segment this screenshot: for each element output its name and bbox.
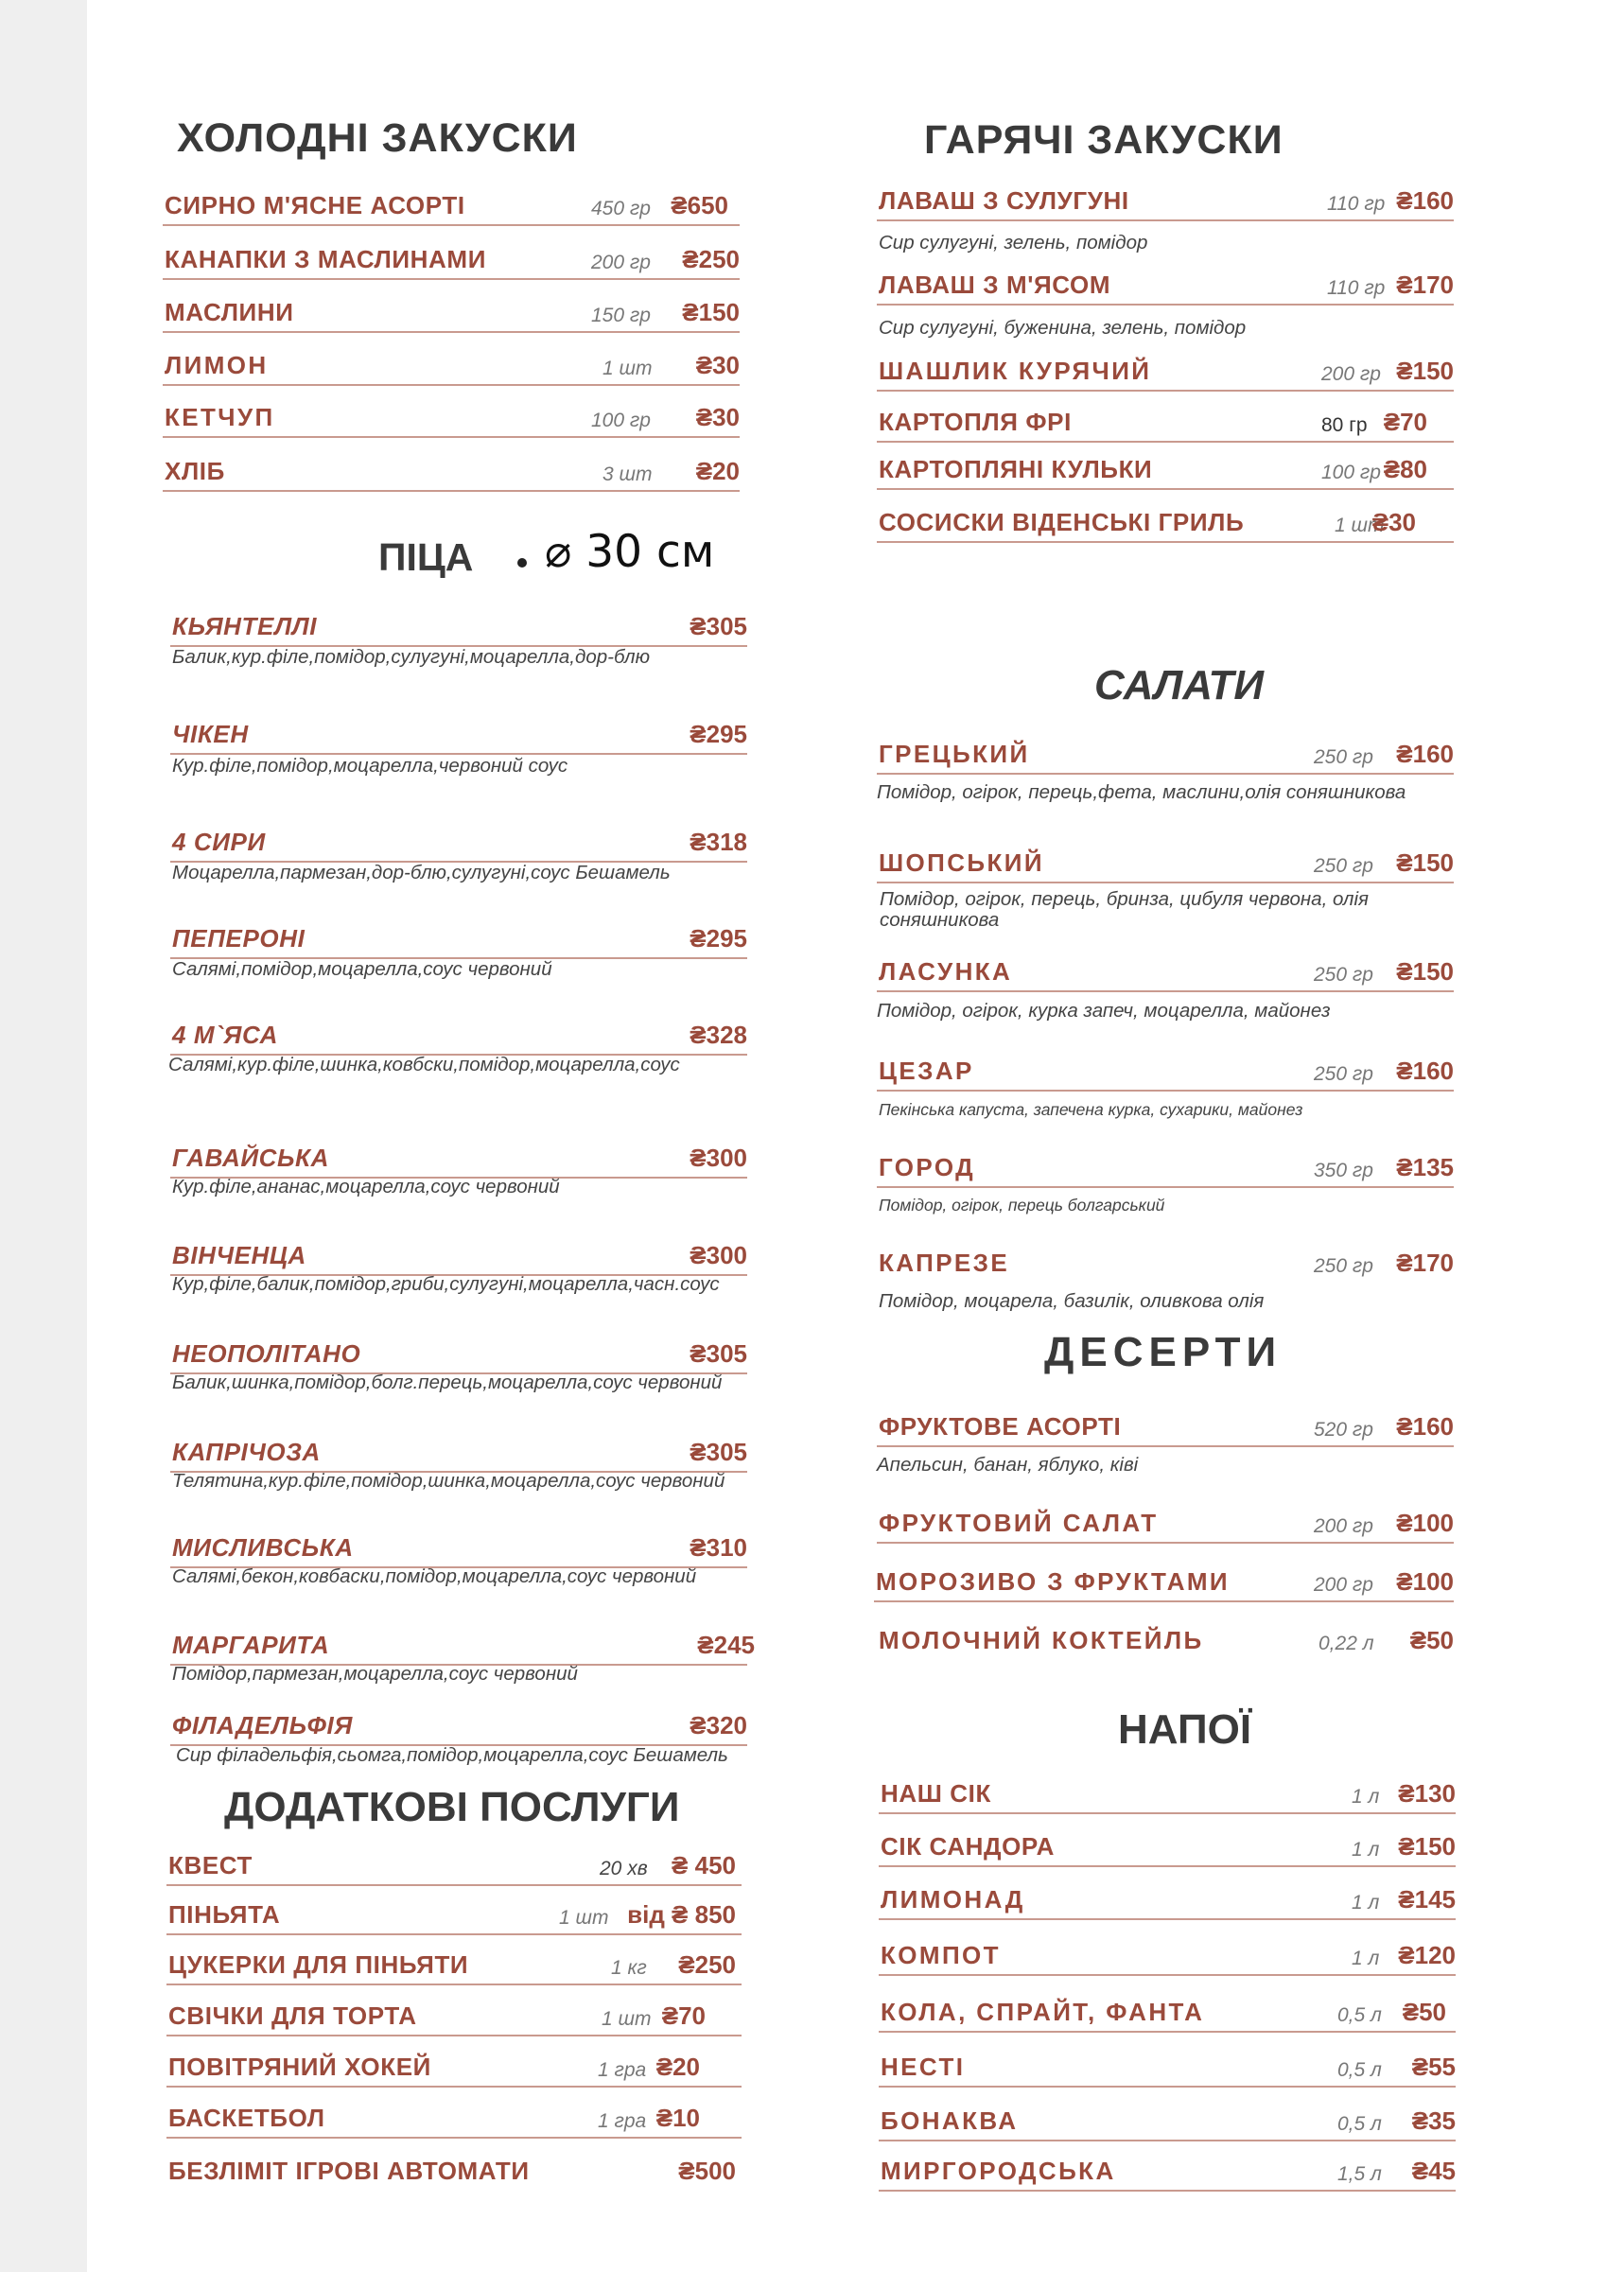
menu-item [163, 351, 740, 386]
item-weight: 450 гр [591, 198, 651, 219]
item-price: ₴150 [682, 298, 740, 326]
service-item [166, 2055, 742, 2088]
hot-snacks-title: ГАРЯЧІ ЗАКУСКИ [924, 117, 1283, 163]
item-name: МОРОЗИВО З ФРУКТАМИ [876, 1567, 1231, 1596]
item-name: НЕСТІ [881, 2053, 966, 2081]
item-weight: 250 гр [1314, 1255, 1373, 1277]
menu-item [879, 1832, 1456, 1867]
item-name: СИРНО М'ЯСНЕ АСОРТІ [165, 191, 465, 219]
menu-item [879, 1941, 1456, 1976]
item-weight: 20 хв [600, 1858, 648, 1879]
item-name: ЛАСУНКА [879, 957, 1013, 986]
item-price: ₴160 [1396, 740, 1454, 768]
menu-item [877, 455, 1454, 490]
item-weight: 0,5 л [1337, 2113, 1382, 2135]
item-price: ₴160 [1396, 186, 1454, 215]
service-item [166, 2159, 742, 2190]
item-price: ₴130 [1398, 1779, 1456, 1808]
item-price: ₴250 [682, 245, 740, 273]
item-price: ₴305 [690, 1438, 747, 1466]
item-price: ₴500 [678, 2157, 736, 2185]
item-weight: 1 л [1352, 1892, 1380, 1914]
item-name: ВІНЧЕНЦА [172, 1241, 306, 1269]
item-name: ЛИМОНАД [881, 1885, 1025, 1914]
cold-snacks-title: ХОЛОДНІ ЗАКУСКИ [177, 115, 578, 161]
menu-item [877, 359, 1454, 392]
item-name: ЛАВАШ З СУЛУГУНІ [879, 186, 1129, 215]
item-weight: 100 гр [1321, 462, 1381, 483]
item-weight: 250 гр [1314, 1063, 1373, 1085]
item-name: КАРТОПЛЯ ФРІ [879, 408, 1072, 436]
menu-item [163, 245, 740, 280]
item-price: від ₴ 850 [627, 1900, 736, 1929]
salads-title: САЛАТИ [1094, 662, 1265, 708]
pizza-size: ⌀ 30 см [545, 526, 715, 578]
item-name: МИСЛИВСЬКА [172, 1533, 354, 1562]
item-name: ШОПСЬКИЙ [879, 848, 1044, 877]
item-weight: 520 гр [1314, 1419, 1373, 1441]
menu-item [877, 186, 1454, 221]
item-price: ₴20 [695, 457, 740, 485]
item-weight: 100 гр [591, 410, 651, 431]
item-weight: 250 гр [1314, 855, 1373, 877]
service-item [166, 2106, 742, 2139]
item-name: КАПРІЧОЗА [172, 1438, 321, 1466]
item-description: Помідор, огірок, перець болгарський [879, 1196, 1165, 1215]
item-weight: 1 кг [611, 1957, 647, 1979]
item-name: ПЕПЕРОНІ [172, 924, 306, 952]
menu-item [874, 1567, 1454, 1602]
item-name: МИРГОРОДСЬКА [881, 2157, 1116, 2185]
item-price: ₴135 [1396, 1153, 1454, 1181]
item-price: ₴50 [1402, 1998, 1446, 2026]
item-price: ₴305 [690, 612, 747, 640]
item-description: Сир сулугуні, зелень, помідор [879, 232, 1148, 253]
pizza-item [170, 1533, 747, 1568]
item-weight: 80 гр [1321, 414, 1368, 436]
item-price: ₴35 [1411, 2106, 1456, 2135]
menu-item [879, 1885, 1456, 1920]
item-weight: 1 л [1352, 1786, 1380, 1808]
item-weight: 0,5 л [1337, 2004, 1382, 2026]
item-weight: 110 гр [1327, 277, 1386, 299]
item-price: ₴150 [1396, 848, 1454, 877]
item-weight: 1 гра [598, 2110, 647, 2132]
item-name: МАРГАРИТА [172, 1631, 330, 1659]
item-price: ₴30 [1371, 508, 1416, 536]
desserts-title: ДЕСЕРТИ [1044, 1329, 1283, 1375]
item-price: ₴30 [695, 351, 740, 379]
item-description: Моцарелла,пармезан,дор-блю,сулугуні,соус Бешамель [172, 862, 671, 883]
item-name: 4 М`ЯСА [172, 1021, 279, 1049]
item-price: ₴310 [690, 1533, 747, 1562]
pizza-item [170, 830, 747, 863]
menu-page [87, 0, 1624, 2272]
item-name: БЕЗЛІМІТ ІГРОВІ АВТОМАТИ [168, 2157, 530, 2185]
item-name: ГАВАЙСЬКА [172, 1144, 330, 1172]
item-price: ₴145 [1398, 1885, 1456, 1914]
item-name: НЕОПОЛІТАНО [172, 1339, 361, 1368]
item-name: МОЛОЧНИЙ КОКТЕЙЛЬ [879, 1626, 1204, 1654]
pizza-item [170, 1631, 755, 1666]
item-description: Балик,шинка,помідор,болг.перець,моцарелла,соус червоний [172, 1372, 723, 1393]
menu-item [163, 298, 740, 333]
item-price: ₴100 [1396, 1509, 1454, 1537]
item-name: БАСКЕТБОЛ [168, 2104, 325, 2132]
item-weight: 1,5 л [1337, 2163, 1382, 2185]
item-name: ХЛІБ [165, 457, 225, 485]
item-weight: 1 л [1352, 1948, 1380, 1969]
item-price: ₴150 [1398, 1832, 1456, 1861]
pizza-item [170, 1339, 747, 1374]
item-price: ₴295 [690, 720, 747, 748]
item-name: НАШ СІК [881, 1779, 991, 1808]
item-description: Сир сулугуні, буженина, зелень, помідор [879, 317, 1247, 339]
item-price: ₴250 [678, 1950, 736, 1979]
item-name: КАРТОПЛЯНІ КУЛЬКИ [879, 455, 1153, 483]
item-weight: 1 шт [602, 358, 653, 379]
item-price: ₴70 [1383, 408, 1427, 436]
item-weight: 200 гр [591, 252, 651, 273]
item-description: Телятина,кур.філе,помідор,шинка,моцарелла,соус червоний [172, 1470, 725, 1492]
item-name: ПІНЬЯТА [168, 1900, 281, 1929]
bullet-icon [517, 558, 527, 568]
menu-item [163, 457, 740, 492]
item-price: ₴150 [1396, 957, 1454, 986]
menu-item [877, 408, 1454, 443]
item-name: КОЛА, СПРАЙТ, ФАНТА [881, 1998, 1205, 2026]
item-description: Салямі,помідор,моцарелла,соус червоний [172, 958, 552, 980]
item-name: КЬЯНТЕЛЛІ [172, 612, 318, 640]
service-item [166, 1900, 742, 1935]
menu-item [877, 957, 1454, 992]
item-price: ₴20 [655, 2053, 700, 2081]
menu-item [877, 508, 1454, 543]
pizza-title: ПІЦА [378, 535, 474, 579]
pizza-item [170, 1023, 747, 1056]
item-name: КАПРЕЗЕ [879, 1249, 1010, 1277]
menu-item [879, 2106, 1456, 2141]
menu-item [877, 1412, 1454, 1447]
item-price: ₴10 [655, 2104, 700, 2132]
item-price: ₴150 [1396, 357, 1454, 385]
item-price: ₴160 [1396, 1057, 1454, 1085]
item-name: КАНАПКИ З МАСЛИНАМИ [165, 245, 486, 273]
item-price: ₴70 [661, 2001, 706, 2030]
item-weight: 3 шт [602, 463, 653, 485]
item-price: ₴320 [690, 1711, 747, 1739]
item-weight: 200 гр [1314, 1574, 1373, 1596]
item-weight: 350 гр [1314, 1160, 1373, 1181]
menu-item [879, 2055, 1456, 2088]
item-name: ФРУКТОВИЙ САЛАТ [879, 1509, 1159, 1537]
menu-item [879, 1779, 1456, 1814]
pizza-item [170, 1146, 747, 1179]
item-name: ЛИМОН [165, 351, 269, 379]
item-price: ₴55 [1411, 2053, 1456, 2081]
item-name: ЦЕЗАР [879, 1057, 974, 1085]
item-name: ГРЕЦЬКИЙ [879, 740, 1030, 768]
item-price: ₴650 [671, 191, 728, 219]
item-name: СВІЧКИ ДЛЯ ТОРТА [168, 2001, 417, 2030]
menu-item [877, 848, 1454, 883]
menu-item [877, 1251, 1454, 1282]
page-margin-stripe [0, 0, 87, 2272]
item-weight: 0,5 л [1337, 2059, 1382, 2081]
item-description: Салямі,кур.філе,шинка,ковбски,помідор,моцарелла,соус [168, 1054, 680, 1075]
item-weight: 150 гр [591, 305, 651, 326]
menu-item [877, 1509, 1454, 1544]
drinks-title: НАПОЇ [1118, 1706, 1251, 1753]
menu-item [163, 403, 740, 438]
menu-item [877, 740, 1454, 775]
pizza-item [170, 1711, 747, 1746]
item-weight: 1 шт [1335, 515, 1385, 536]
item-name: ЦУКЕРКИ ДЛЯ ПІНЬЯТИ [168, 1950, 469, 1979]
item-weight: 200 гр [1321, 363, 1381, 385]
pizza-item [170, 924, 747, 959]
item-price: ₴160 [1396, 1412, 1454, 1441]
item-description: Помідор, моцарела, базилік, оливкова олія [879, 1290, 1265, 1312]
item-name: ГОРОД [879, 1153, 976, 1181]
item-description: Кур.філе,ананас,моцарелла,соус червоний [172, 1176, 560, 1197]
service-item [166, 1950, 742, 1985]
item-weight: 250 гр [1314, 964, 1373, 986]
item-weight: 200 гр [1314, 1515, 1373, 1537]
item-price: ₴45 [1411, 2157, 1456, 2185]
item-description: Помідор, огірок, курка запеч, моцарелла, майонез [877, 1000, 1331, 1022]
item-price: ₴100 [1396, 1567, 1454, 1596]
item-weight: 1 шт [559, 1907, 609, 1929]
item-weight: 1 л [1352, 1839, 1380, 1861]
item-name: КОМПОТ [881, 1941, 1001, 1969]
item-price: ₴318 [690, 828, 747, 856]
item-description: Балик,кур.філе,помідор,сулугуні,моцарелла,дор-блю [172, 646, 651, 668]
item-weight: 250 гр [1314, 746, 1373, 768]
menu-item [877, 1153, 1454, 1188]
item-price: ₴120 [1398, 1941, 1456, 1969]
item-description: Пекінська капуста, запечена курка, сухарики, майонез [879, 1100, 1303, 1119]
item-name: ПОВІТРЯНИЙ ХОКЕЙ [168, 2053, 431, 2081]
item-name: СОСИСКИ ВІДЕНСЬКІ ГРИЛЬ [879, 508, 1245, 536]
item-weight: 1 шт [602, 2008, 652, 2030]
item-name: 4 СИРИ [172, 828, 266, 856]
item-description: Кур.філе,помідор,моцарелла,червоний соус [172, 755, 568, 777]
item-name: СІК САНДОРА [881, 1832, 1055, 1861]
item-price: ₴300 [690, 1241, 747, 1269]
item-weight: 1 гра [598, 2059, 647, 2081]
item-description: Сир філадельфія,сьомга,помідор,моцарелла,соус Бешамель [176, 1744, 728, 1766]
item-price: ₴80 [1383, 455, 1427, 483]
service-item [166, 1851, 742, 1886]
item-description: Апельсин, банан, яблуко, ківі [877, 1454, 1139, 1476]
service-item [166, 2001, 742, 2036]
menu-item [879, 2159, 1456, 2192]
menu-item [877, 1059, 1454, 1092]
services-title: ДОДАТКОВІ ПОСЛУГИ [224, 1784, 680, 1830]
menu-item [879, 1998, 1456, 2033]
menu-item [163, 191, 740, 226]
item-price: ₴245 [697, 1631, 755, 1659]
item-price: ₴300 [690, 1144, 747, 1172]
menu-item [877, 1626, 1454, 1659]
item-name: БОНАКВА [881, 2106, 1019, 2135]
pizza-item [170, 612, 747, 647]
item-price: ₴50 [1409, 1626, 1454, 1654]
item-price: ₴170 [1396, 271, 1454, 299]
item-name: ШАШЛИК КУРЯЧИЙ [879, 357, 1152, 385]
item-name: ФІЛАДЕЛЬФІЯ [172, 1711, 353, 1739]
item-name: ЧІКЕН [172, 720, 249, 748]
item-name: ЛАВАШ З М'ЯСОМ [879, 271, 1111, 299]
item-weight: 110 гр [1327, 193, 1386, 215]
item-price: ₴328 [690, 1021, 747, 1049]
pizza-item [170, 720, 747, 755]
item-price: ₴305 [690, 1339, 747, 1368]
item-name: ФРУКТОВЕ АСОРТІ [879, 1412, 1122, 1441]
item-weight: 0,22 л [1318, 1633, 1374, 1654]
item-description: Помідор,пармезан,моцарелла,соус червоний [172, 1663, 578, 1685]
item-price: ₴295 [690, 924, 747, 952]
item-description: Салямі,бекон,ковбаски,помідор,моцарелла,соус червоний [172, 1565, 697, 1587]
pizza-item [170, 1438, 747, 1473]
item-price: ₴30 [695, 403, 740, 431]
item-description: Кур,філе,балик,помідор,гриби,сулугуні,моцарелла,часн.соус [172, 1273, 720, 1295]
pizza-item [170, 1241, 747, 1276]
item-name: КЕТЧУП [165, 403, 275, 431]
item-description: Помідор, огірок, перець, бринза, цибуля червона, олія соняшникова [880, 888, 1369, 931]
menu-item [877, 273, 1454, 306]
item-name: МАСЛИНИ [165, 298, 294, 326]
item-name: КВЕСТ [168, 1851, 253, 1879]
item-price: ₴ 450 [672, 1851, 736, 1879]
item-price: ₴170 [1396, 1249, 1454, 1277]
item-description: Помідор, огірок, перець,фета, маслини,олія соняшникова [877, 781, 1406, 803]
